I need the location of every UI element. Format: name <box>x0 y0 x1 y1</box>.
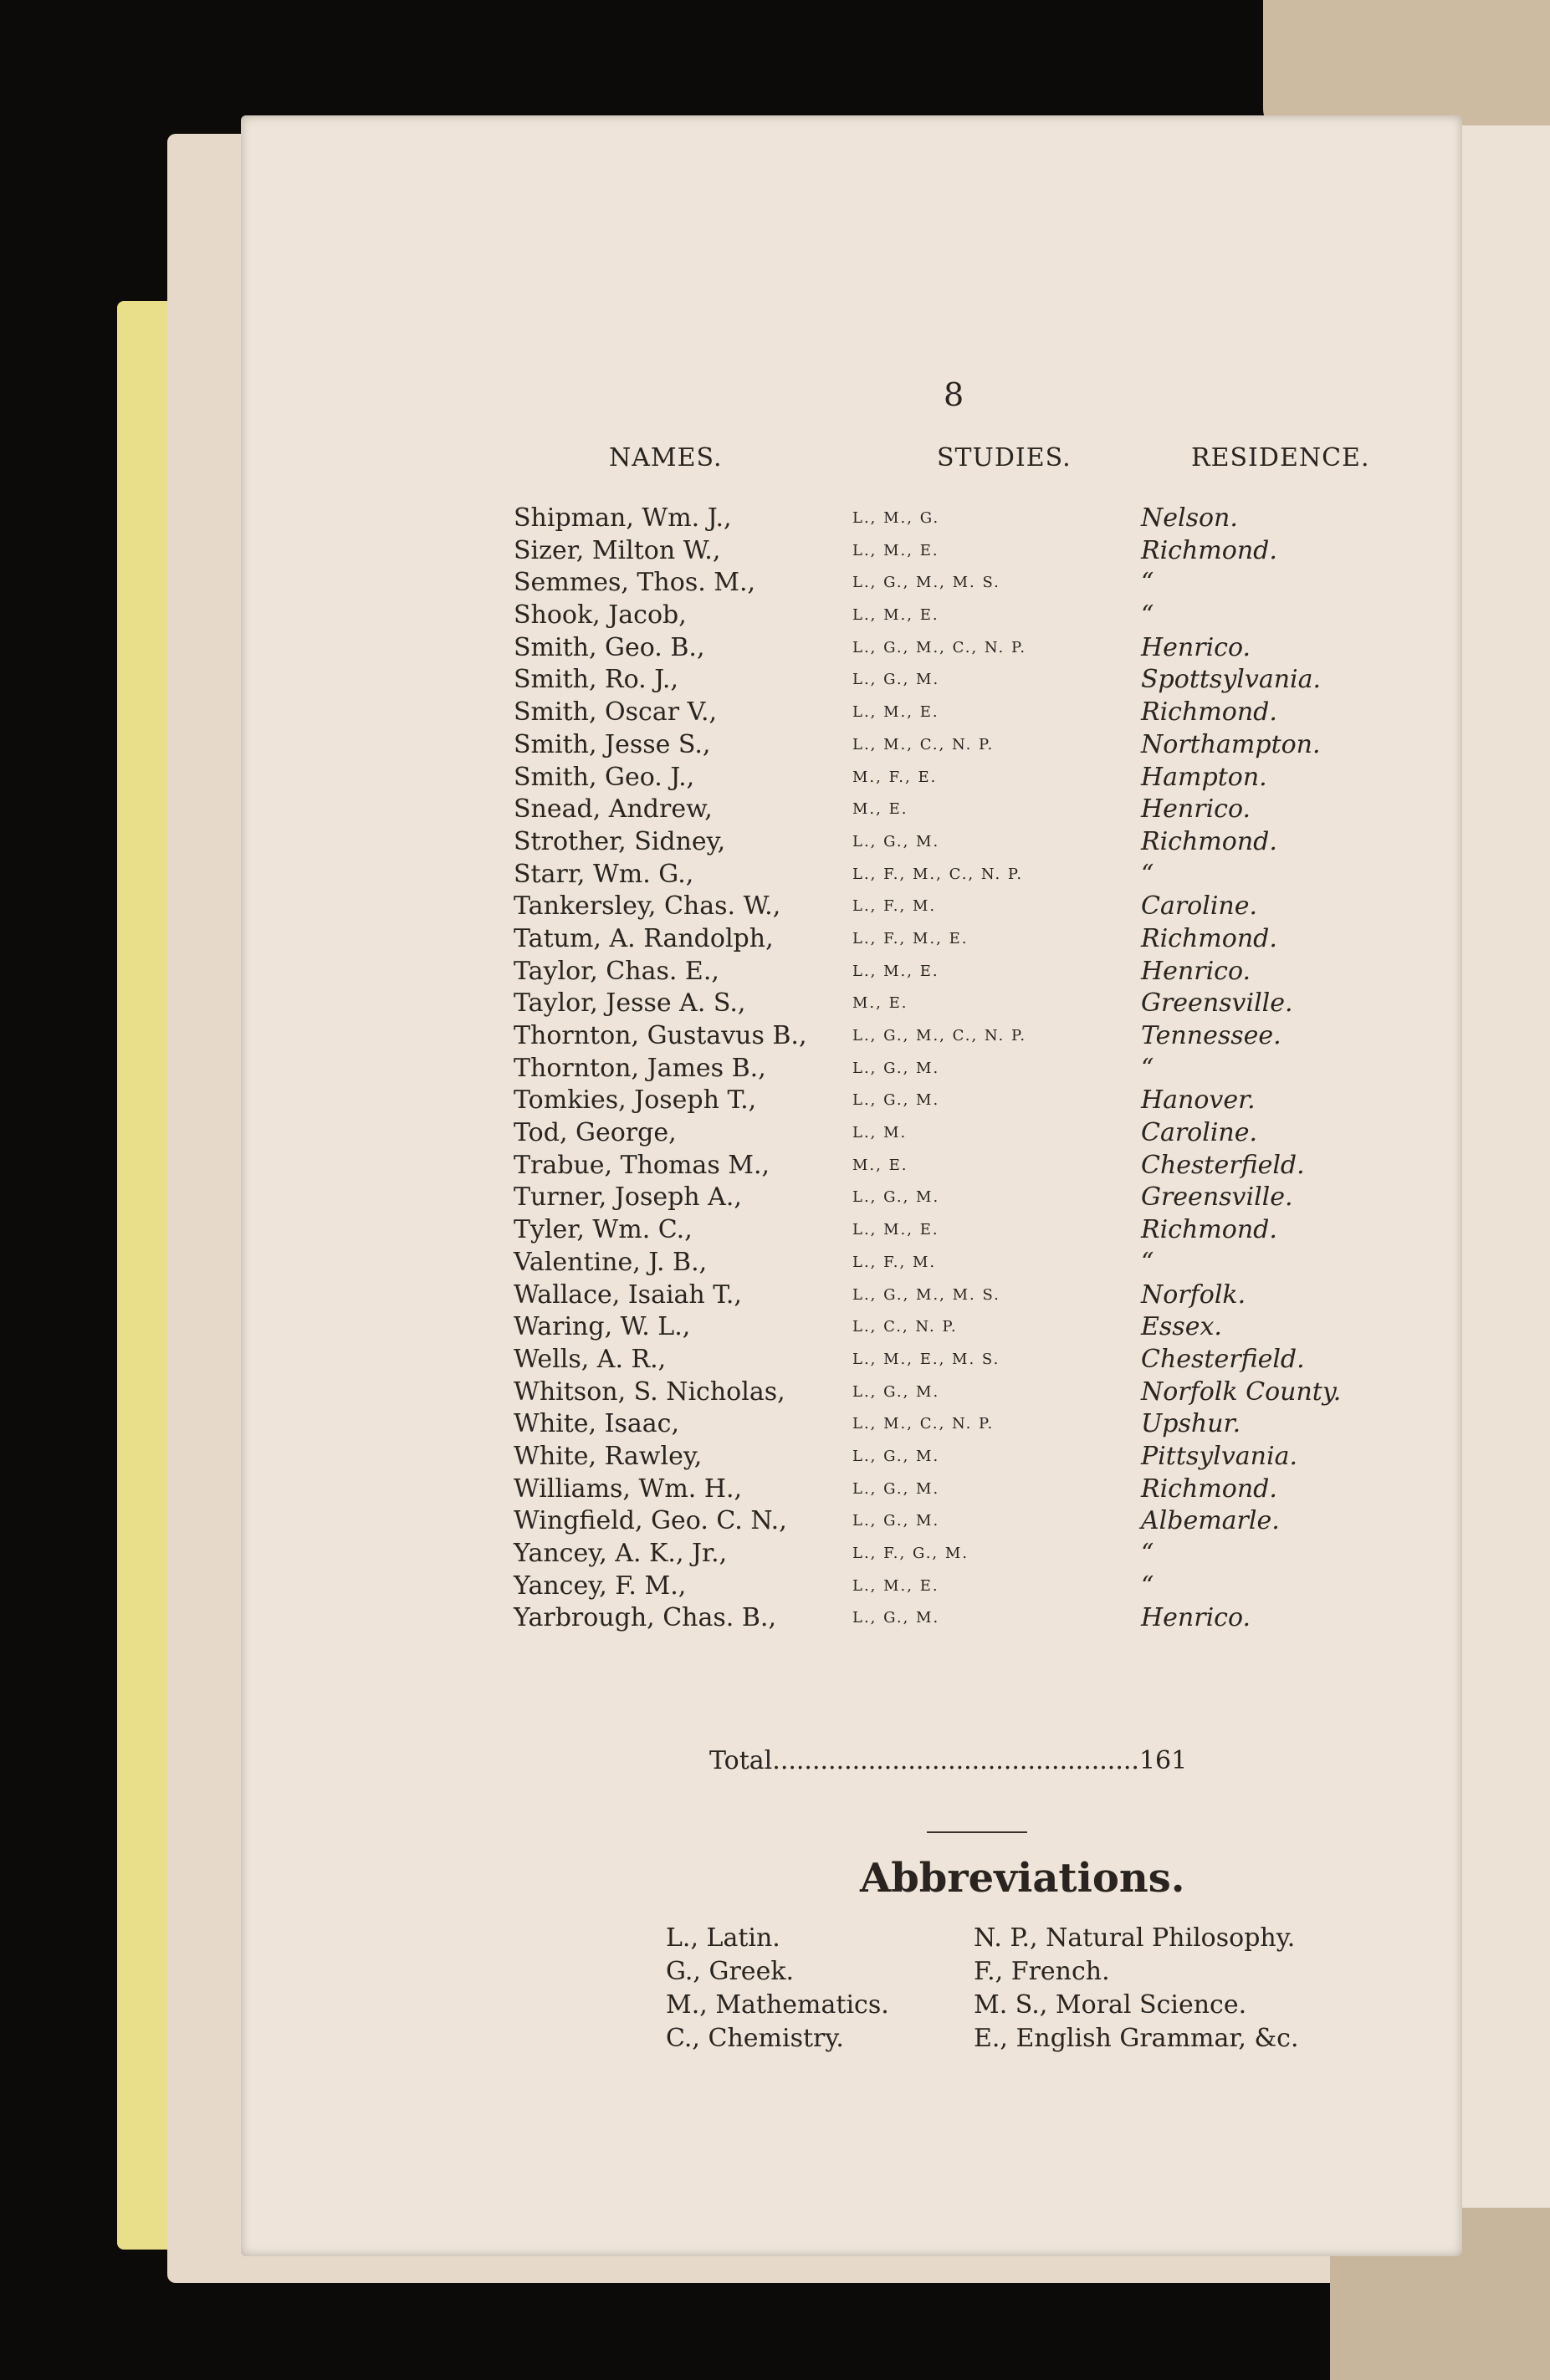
student-studies: L., G., M. <box>852 1447 940 1465</box>
student-name: Shipman, Wm. J., <box>514 503 732 533</box>
student-residence: Greensville. <box>1141 1182 1293 1213</box>
table-row <box>514 1344 1450 1376</box>
table-row <box>514 1279 1450 1312</box>
total-line <box>709 1746 1187 1775</box>
student-studies: L., M., C., N. P. <box>852 735 995 753</box>
student-residence: Richmond. <box>1141 535 1277 565</box>
student-residence: Henrico. <box>1141 632 1251 662</box>
student-studies: L., G., M., M. S. <box>852 574 1000 592</box>
abbreviation-item: F., French. <box>974 1957 1110 1986</box>
student-name: Smith, Jesse S., <box>514 729 711 759</box>
student-studies: M., E. <box>852 994 908 1013</box>
table-row <box>514 1376 1450 1409</box>
student-studies: L., G., M. <box>852 1091 940 1110</box>
student-studies: L., G., M. <box>852 832 940 850</box>
student-residence: Nelson. <box>1141 503 1238 533</box>
total-label: Total <box>709 1746 773 1775</box>
student-studies: L., F., M., C., N. P. <box>852 865 1024 883</box>
student-studies: L., M., E. <box>852 1221 939 1239</box>
abbreviation-item: G., Greek. <box>666 1957 795 1986</box>
table-row <box>514 729 1450 762</box>
header-studies: STUDIES. <box>937 443 1072 472</box>
student-list <box>514 503 1450 1635</box>
table-row <box>514 567 1450 600</box>
student-residence: “ <box>1141 568 1154 598</box>
abbreviation-item: L., Latin. <box>666 1923 780 1953</box>
table-row <box>514 1182 1450 1214</box>
page-number: 8 <box>944 376 964 413</box>
student-residence: Pittsylvania. <box>1141 1441 1298 1471</box>
student-studies: L., G., M., M. S. <box>852 1285 1000 1304</box>
student-name: Semmes, Thos. M., <box>514 568 756 598</box>
student-residence: Caroline. <box>1141 891 1258 922</box>
student-residence: Henrico. <box>1141 794 1251 825</box>
student-residence: Albemarle. <box>1141 1506 1280 1536</box>
total-dots: .............................................. <box>772 1746 1139 1775</box>
student-residence: “ <box>1141 1570 1154 1601</box>
student-residence: Richmond. <box>1141 826 1277 856</box>
student-name: Tod, George, <box>514 1118 677 1148</box>
table-row <box>514 1085 1450 1117</box>
student-residence: “ <box>1141 1247 1154 1277</box>
student-name: Smith, Geo. B., <box>514 632 705 662</box>
divider-rule <box>927 1831 1027 1833</box>
abbreviation-item: N. P., Natural Philosophy. <box>974 1923 1296 1953</box>
student-residence: Henrico. <box>1141 956 1251 986</box>
student-studies: L., M., E. <box>852 1576 939 1595</box>
student-name: White, Isaac, <box>514 1409 679 1439</box>
facing-page-edge <box>1460 125 1550 2250</box>
student-residence: Norfolk County. <box>1141 1376 1342 1407</box>
student-name: Williams, Wm. H., <box>514 1473 743 1504</box>
student-studies: M., E. <box>852 1156 908 1174</box>
abbreviation-item: C., Chemistry. <box>666 2024 844 2053</box>
total-value: 161 <box>1138 1746 1188 1775</box>
student-name: Sizer, Milton W., <box>514 535 721 565</box>
student-studies: L., M., G. <box>852 509 940 527</box>
student-residence: “ <box>1141 600 1154 631</box>
table-row <box>514 600 1450 632</box>
student-name: Yancey, A. K., Jr., <box>514 1539 728 1568</box>
student-studies: L., G., M., C., N. P. <box>852 1027 1027 1044</box>
header-residence: RESIDENCE. <box>1191 443 1370 472</box>
student-residence: Caroline. <box>1141 1118 1258 1148</box>
student-residence: Henrico. <box>1141 1603 1251 1633</box>
student-residence: Richmond. <box>1141 1473 1277 1504</box>
student-studies: L., G., M., C., N. P. <box>852 638 1027 656</box>
table-row <box>514 535 1450 568</box>
student-residence: Upshur. <box>1141 1409 1241 1439</box>
student-name: Taylor, Jesse A. S., <box>514 988 746 1019</box>
student-studies: L., M. <box>852 1124 908 1142</box>
table-row <box>514 1117 1450 1150</box>
cover-fragment-top <box>1263 0 1550 134</box>
student-studies: L., G., M. <box>852 1609 940 1627</box>
table-row <box>514 1311 1450 1344</box>
abbreviations-right <box>974 1922 1299 2056</box>
student-studies: L., G., M. <box>852 1479 940 1498</box>
student-name: Wallace, Isaiah T., <box>514 1279 742 1310</box>
table-row <box>514 1247 1450 1279</box>
table-row <box>514 1053 1450 1085</box>
student-residence: Tennessee. <box>1141 1021 1281 1050</box>
student-name: Tomkies, Joseph T., <box>514 1085 757 1116</box>
student-name: Trabue, Thomas M., <box>514 1150 770 1180</box>
student-name: Tatum, A. Randolph, <box>514 923 774 953</box>
table-row <box>514 1441 1450 1473</box>
student-name: Tyler, Wm. C., <box>514 1215 693 1245</box>
student-residence: Hanover. <box>1141 1085 1256 1116</box>
student-name: Turner, Joseph A., <box>514 1182 742 1213</box>
table-row <box>514 1538 1450 1570</box>
table-row <box>514 762 1450 794</box>
student-residence: Chesterfield. <box>1141 1344 1305 1374</box>
table-row <box>514 1505 1450 1538</box>
table-row <box>514 503 1450 535</box>
table-row <box>514 956 1450 988</box>
abbreviations-left <box>666 1922 889 2056</box>
student-studies: L., M., E. <box>852 606 939 625</box>
student-name: Taylor, Chas. E., <box>514 956 719 986</box>
table-row <box>514 1150 1450 1182</box>
document-page <box>241 115 1462 2256</box>
table-row <box>514 1408 1450 1441</box>
student-name: Thornton, Gustavus B., <box>514 1021 807 1050</box>
student-name: Strother, Sidney, <box>514 826 726 856</box>
student-studies: L., G., M. <box>852 1512 940 1530</box>
abbreviations-title: Abbreviations. <box>860 1855 1185 1902</box>
header-names: NAMES. <box>609 443 723 472</box>
table-row <box>514 1602 1450 1635</box>
student-residence: Norfolk. <box>1141 1279 1246 1310</box>
student-residence: Northampton. <box>1141 729 1321 759</box>
student-studies: L., F., M. <box>852 1253 937 1271</box>
table-row <box>514 1214 1450 1247</box>
student-studies: L., F., M., E. <box>852 929 969 947</box>
table-row <box>514 923 1450 956</box>
student-name: Valentine, J. B., <box>514 1247 708 1277</box>
student-studies: L., M., E. <box>852 541 939 559</box>
student-name: White, Rawley, <box>514 1441 703 1471</box>
student-name: Smith, Ro. J., <box>514 665 679 695</box>
student-residence: Richmond. <box>1141 1215 1277 1245</box>
table-row <box>514 891 1450 923</box>
student-studies: L., G., M. <box>852 1382 940 1401</box>
abbreviation-item: M., Mathematics. <box>666 1990 889 2020</box>
table-row <box>514 988 1450 1020</box>
student-residence: Richmond. <box>1141 923 1277 953</box>
table-row <box>514 664 1450 697</box>
student-studies: M., F., E. <box>852 768 938 786</box>
student-studies: L., G., M. <box>852 671 940 689</box>
student-studies: L., G., M. <box>852 1188 940 1207</box>
table-row <box>514 826 1450 859</box>
abbreviation-item: E., English Grammar, &c. <box>974 2024 1299 2053</box>
student-name: Smith, Geo. J., <box>514 762 695 792</box>
student-studies: L., F., M. <box>852 897 937 916</box>
student-name: Wingfield, Geo. C. N., <box>514 1506 787 1536</box>
table-row <box>514 1473 1450 1506</box>
table-row <box>514 1020 1450 1053</box>
student-name: Snead, Andrew, <box>514 794 713 825</box>
student-residence: “ <box>1141 859 1154 889</box>
student-studies: L., F., G., M. <box>852 1545 969 1562</box>
table-row <box>514 632 1450 665</box>
student-studies: L., M., E. <box>852 703 939 722</box>
abbreviation-item: M. S., Moral Science. <box>974 1990 1247 2020</box>
student-name: Waring, W. L., <box>514 1312 691 1342</box>
student-residence: Essex. <box>1141 1312 1222 1342</box>
student-name: Yancey, F. M., <box>514 1570 687 1601</box>
student-studies: L., M., E. <box>852 962 939 980</box>
table-row <box>514 697 1450 729</box>
student-name: Starr, Wm. G., <box>514 859 694 889</box>
student-studies: L., M., E., M. S. <box>852 1350 1000 1368</box>
student-residence: Spottsylvania. <box>1141 665 1322 695</box>
student-studies: L., G., M. <box>852 1059 940 1077</box>
student-name: Wells, A. R., <box>514 1344 667 1374</box>
student-residence: Richmond. <box>1141 697 1277 728</box>
student-residence: Greensville. <box>1141 988 1293 1019</box>
student-name: Thornton, James B., <box>514 1053 766 1083</box>
student-name: Yarbrough, Chas. B., <box>514 1603 776 1633</box>
student-name: Whitson, S. Nicholas, <box>514 1376 785 1407</box>
student-name: Tankersley, Chas. W., <box>514 891 781 922</box>
student-studies: L., C., N. P. <box>852 1318 958 1336</box>
student-name: Smith, Oscar V., <box>514 697 718 728</box>
student-residence: Hampton. <box>1141 762 1267 792</box>
student-name: Shook, Jacob, <box>514 600 687 631</box>
table-row <box>514 1570 1450 1603</box>
student-studies: M., E. <box>852 800 908 819</box>
student-residence: “ <box>1141 1539 1154 1568</box>
student-residence: “ <box>1141 1053 1154 1083</box>
table-row <box>514 859 1450 891</box>
student-studies: L., M., C., N. P. <box>852 1415 995 1433</box>
table-row <box>514 794 1450 826</box>
student-residence: Chesterfield. <box>1141 1150 1305 1180</box>
